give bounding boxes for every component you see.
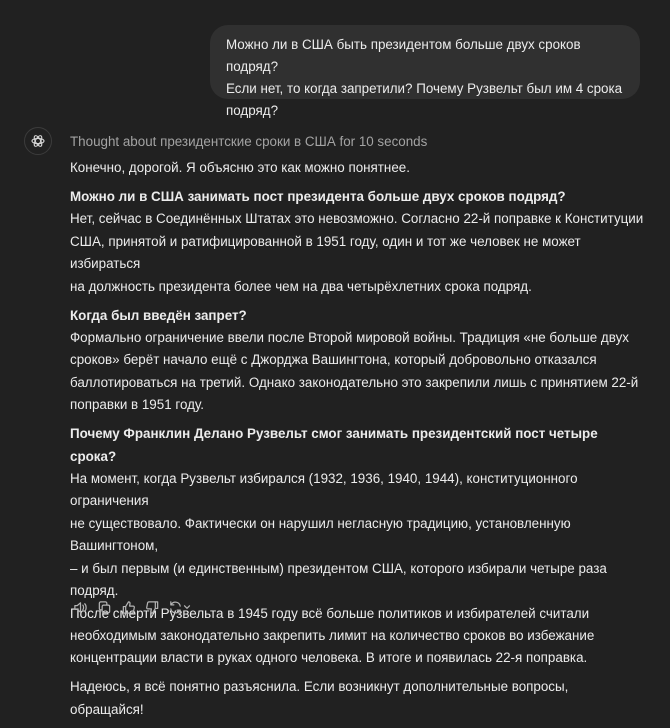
- section-line: на должность президента более чем на два четырёхлетних срока подряд.: [70, 278, 532, 294]
- section-heading: Почему Франклин Делано Рузвельт смог занимать президентский пост четыре срока?: [70, 426, 598, 464]
- answer-section: [70, 186, 645, 298]
- user-message-line: Если нет, то когда запретили? Почему Рузвельт был им 4 срока: [226, 81, 623, 96]
- thumbs-down-button[interactable]: [142, 597, 162, 617]
- section-heading: Можно ли в США занимать пост президента больше двух сроков подряд?: [70, 189, 566, 204]
- section-line: Формально ограничение ввели после Второй мировой войны. Традиция «не больше двух: [70, 330, 629, 346]
- section-line: – и был первым (и единственным) президентом США, которого избирали четыре раза подряд.: [70, 560, 607, 599]
- regenerate-button[interactable]: [166, 597, 192, 617]
- copy-icon: [97, 600, 112, 615]
- thumbs-up-icon: [121, 600, 136, 615]
- section-line: баллотироваться на третий. Однако законодательно это закрепили лишь с принятием 22-й: [70, 374, 639, 390]
- answer-intro: Конечно, дорогой. Я объясню это как можно понятнее.: [70, 160, 410, 175]
- section-line: На момент, когда Рузвельт избирался (1932, 1936, 1940, 1944), конституционного ограничения: [70, 471, 578, 509]
- user-message-line: подряд?: [226, 103, 279, 118]
- user-message-bubble: [210, 25, 640, 118]
- section-line: сроков» берёт начало ещё с Джорджа Вашингтона, который добровольно отказался: [70, 352, 597, 368]
- answer-outro: Надеюсь, я всё понятно разъяснила. Если возникнут дополнительные вопросы, обращайся!: [70, 679, 569, 717]
- section-heading: Когда был введён запрет?: [70, 307, 247, 323]
- answer-section: [70, 305, 645, 417]
- copy-button[interactable]: [94, 597, 114, 617]
- chevron-down-icon: [183, 603, 191, 611]
- answer-section: [70, 423, 645, 669]
- user-message-line: Можно ли в США быть президентом больше двух сроков подряд?: [226, 37, 581, 74]
- section-line: необходимым законодательно закрепить лимит на количество сроков во избежание: [70, 627, 595, 643]
- section-line: Нет, сейчас в Соединённых Штатах это невозможно. Согласно 22-й поправке к Конституции: [70, 211, 644, 227]
- read-aloud-icon: [73, 600, 88, 615]
- read-aloud-button[interactable]: [70, 597, 90, 617]
- thought-summary[interactable]: Thought about президентские сроки в США for 10 seconds: [70, 134, 428, 149]
- regenerate-icon: [168, 600, 183, 615]
- section-line: концентрации власти в руках одного человека. В итоге и появилась 22-я поправка.: [70, 650, 588, 666]
- assistant-avatar: [24, 127, 52, 155]
- thumbs-up-button[interactable]: [118, 597, 138, 617]
- section-line: поправки в 1951 году.: [70, 397, 204, 413]
- section-line: не существовало. Фактически он нарушил негласную традицию, установленную Вашингтоном,: [70, 515, 571, 554]
- assistant-answer: [70, 157, 645, 728]
- thumbs-down-icon: [145, 600, 160, 615]
- message-action-bar: [70, 597, 192, 617]
- section-line: США, принятой и ратифицированной в 1951 году, один и тот же человек не может избираться: [70, 233, 581, 272]
- openai-logo-icon: [30, 133, 46, 149]
- section-line: После смерти Рузвельта в 1945 году всё больше политиков и избирателей считали: [70, 605, 590, 621]
